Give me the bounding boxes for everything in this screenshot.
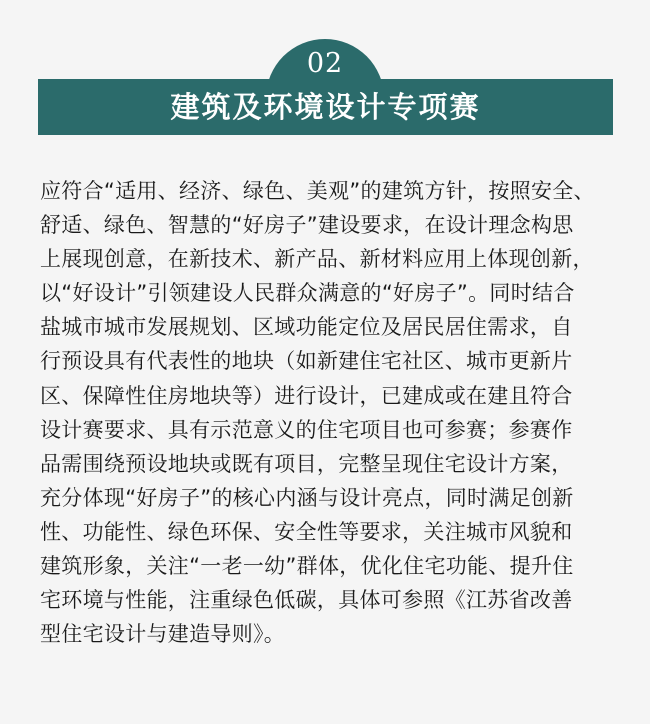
paragraph-line: 应符合“适用、经济、绿色、美观”的建筑方针，按照安全、 [40,179,595,203]
section-header [0,0,650,150]
paragraph-line: 盐城市城市发展规划、区域功能定位及居民居住需求，自 [40,315,573,340]
section-number: 02 [306,48,344,79]
paragraph-line: 性、功能性、绿色环保、安全性等要求，关注城市风貌和 [40,519,573,544]
paragraph-line: 建筑形象，关注“一老一幼”群体，优化住宅功能、提升住 [40,554,574,579]
body-paragraph [40,174,615,651]
paragraph-line: 充分体现“好房子”的核心内涵与设计亮点，同时满足创新 [40,485,574,510]
paragraph-line: 以“好设计”引领建设人民群众满意的“好房子”。同时结合 [40,281,575,306]
paragraph-line: 品需围绕预设地块或既有项目，完整呈现住宅设计方案， [40,451,573,476]
section-title: 建筑及环境设计专项赛 [170,90,481,124]
paragraph-line: 型住宅设计与建造导则》。 [40,622,286,647]
paragraph-line: 上展现创意，在新技术、新产品、新材料应用上体现创新， [40,247,594,272]
paragraph-line: 宅环境与性能，注重绿色低碳，具体可参照《江苏省改善 [40,588,573,613]
paragraph-line: 区、保障性住房地块等）进行设计，已建成或在建且符合 [40,383,573,408]
paragraph-line: 设计赛要求、具有示范意义的住宅项目也可参赛；参赛作 [40,417,573,442]
paragraph-line: 舒适、绿色、智慧的“好房子”建设要求，在设计理念构思 [40,213,574,238]
paragraph-line: 行预设具有代表性的地块（如新建住宅社区、城市更新片 [40,349,573,374]
